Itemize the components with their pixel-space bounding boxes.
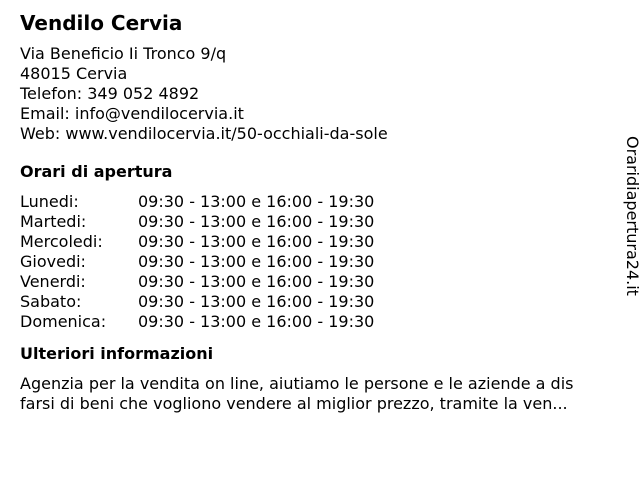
day-label: Giovedi: [20,252,86,271]
time-range: 09:30 - 13:00 e 16:00 - 19:30 [138,192,375,211]
email-line: Email: info@vendilocervia.it [20,104,244,123]
day-label: Lunedi: [20,192,79,211]
time-range: 09:30 - 13:00 e 16:00 - 19:30 [138,312,375,331]
time-range: 09:30 - 13:00 e 16:00 - 19:30 [138,292,375,311]
day-label: Venerdi: [20,272,86,291]
info-line-1: Agenzia per la vendita on line, aiutiamo le persone e le aziende a dis [20,374,574,393]
info-line-2: farsi di beni che vogliono vendere al miglior prezzo, tramite la ven... [20,394,568,413]
site-watermark [622,136,642,311]
business-name: Vendilo Cervia [20,11,183,35]
hours-row-sunday [20,312,610,332]
hours-row-monday [20,192,610,212]
time-range: 09:30 - 13:00 e 16:00 - 19:30 [138,232,375,251]
hours-row-thursday [20,252,610,272]
day-label: Martedi: [20,212,87,231]
opening-hours-heading: Orari di apertura [20,162,173,181]
time-range: 09:30 - 13:00 e 16:00 - 19:30 [138,272,375,291]
day-label: Sabato: [20,292,82,311]
more-info-text [20,374,610,414]
city-line: 48015 Cervia [20,64,128,83]
hours-row-friday [20,272,610,292]
time-range: 09:30 - 13:00 e 16:00 - 19:30 [138,212,375,231]
phone-line: Telefon: 349 052 4892 [20,84,200,103]
hours-row-tuesday [20,212,610,232]
day-label: Domenica: [20,312,107,331]
address-line: Via Beneficio Ii Tronco 9/q [20,44,227,63]
hours-row-saturday [20,292,610,312]
opening-hours-table [20,192,610,332]
contact-block [20,44,610,144]
more-info-heading: Ulteriori informazioni [20,344,214,363]
web-line: Web: www.vendilocervia.it/50-occhiali-da-sole [20,124,388,143]
watermark-text: Oraridiapertura24.it [623,136,642,296]
time-range: 09:30 - 13:00 e 16:00 - 19:30 [138,252,375,271]
day-label: Mercoledi: [20,232,103,251]
hours-row-wednesday [20,232,610,252]
business-card [20,10,610,414]
